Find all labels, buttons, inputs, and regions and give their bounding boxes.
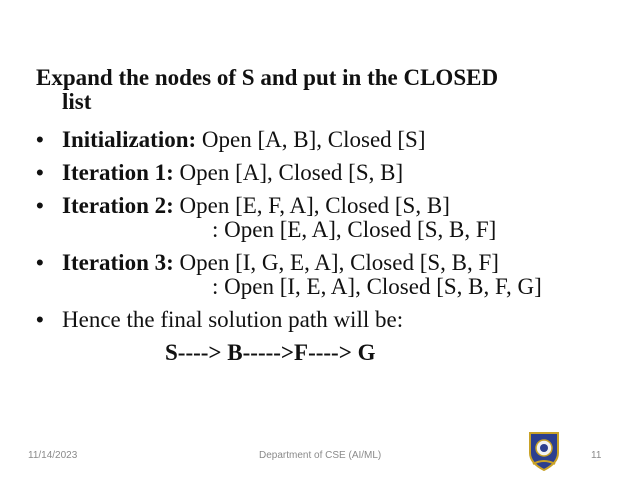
slide-heading — [36, 66, 606, 114]
heading-line-2: list — [62, 89, 92, 114]
bullet-item-initialization — [36, 128, 626, 152]
heading-line-1: Expand the nodes of S and put in the CLOSED — [36, 65, 499, 90]
bullet-dot-icon: • — [36, 127, 44, 152]
footer-date: 11/14/2023 — [28, 450, 78, 461]
bullet-item-conclusion — [36, 308, 626, 332]
bullet-label: Initialization: — [62, 127, 197, 152]
solution-path: S----> B----->F----> G — [165, 340, 376, 365]
bullet-text: Open [A], Closed [S, B] — [173, 160, 404, 185]
bullet-text: Open [A, B], Closed [S] — [196, 127, 426, 152]
bullet-item-iteration-3 — [36, 251, 626, 299]
bullet-subline: : Open [I, E, A], Closed [S, B, F, G] — [212, 274, 542, 299]
bullet-text: Hence the final solution path will be: — [62, 307, 404, 332]
bullet-dot-icon: • — [36, 250, 44, 275]
footer-page-number: 11 — [591, 450, 602, 461]
bullet-item-iteration-1 — [36, 161, 626, 185]
bullet-dot-icon: • — [36, 193, 44, 218]
bullet-subline: : Open [E, A], Closed [S, B, F] — [212, 217, 497, 242]
bullet-text: Open [I, G, E, A], Closed [S, B, F] — [173, 250, 499, 275]
footer-department: Department of CSE (AI/ML) — [259, 450, 382, 461]
bullet-list — [36, 128, 626, 341]
bullet-item-iteration-2 — [36, 194, 626, 242]
bullet-dot-icon: • — [36, 160, 44, 185]
bullet-label: Iteration 1: — [62, 160, 174, 185]
bullet-label: Iteration 2: — [62, 193, 174, 218]
bullet-label: Iteration 3: — [62, 250, 174, 275]
university-crest-icon — [527, 431, 561, 471]
bullet-dot-icon: • — [36, 307, 44, 332]
bullet-text: Open [E, F, A], Closed [S, B] — [173, 193, 450, 218]
